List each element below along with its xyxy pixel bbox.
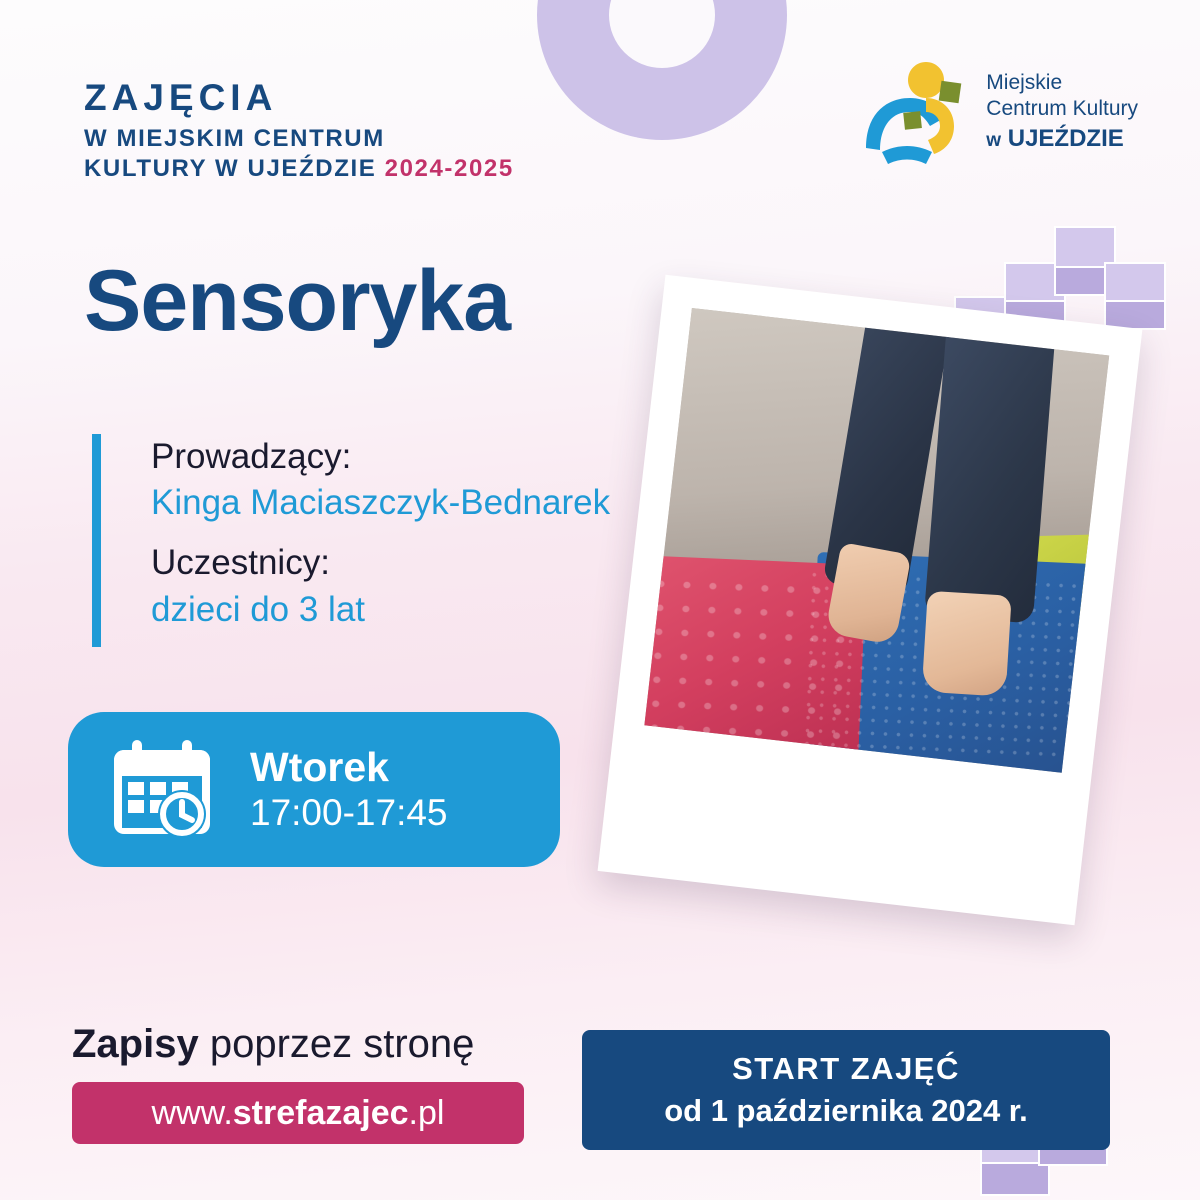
logo-line-3 <box>986 124 1138 154</box>
participants-value: dzieci do 3 lat <box>151 589 366 629</box>
logo-line-1: Miejskie <box>986 70 1063 94</box>
signup-text <box>72 1022 474 1067</box>
url-strong: strefazajec <box>232 1093 409 1132</box>
signup-rest: poprzez stronę <box>198 1022 475 1066</box>
url-prefix: www. <box>151 1093 233 1132</box>
mck-figures-logo-icon <box>852 52 972 172</box>
logo-text <box>986 70 1138 155</box>
signup-url-button[interactable] <box>72 1082 524 1144</box>
start-date-badge <box>582 1030 1110 1150</box>
kicker-line-3-text: KULTURY W UJEŹDZIE <box>84 154 377 182</box>
schedule-badge <box>68 712 560 867</box>
kicker-line-2: W MIEJSKIM CENTRUM <box>84 124 385 152</box>
activity-photo <box>644 308 1109 773</box>
instructor-value: Kinga Maciaszczyk-Bednarek <box>151 483 611 523</box>
kicker-years: 2024-2025 <box>384 154 514 182</box>
schedule-time: 17:00-17:45 <box>250 791 448 833</box>
instructor-label: Prowadzący: <box>151 437 352 476</box>
start-line-1: START ZAJĘĆ <box>732 1051 960 1086</box>
schedule-text <box>250 744 448 836</box>
info-block <box>92 434 610 647</box>
logo-line-3-main: UJEŹDZIE <box>1007 125 1124 153</box>
logo-line-2: Centrum Kultury <box>986 97 1138 120</box>
logo-line-3-prefix: w <box>986 130 1002 152</box>
kicker-line-3 <box>84 154 514 184</box>
start-line-2: od 1 października 2024 r. <box>664 1093 1028 1128</box>
participants-label: Uczestnicy: <box>151 543 330 583</box>
donut-decoration <box>537 0 787 140</box>
url-suffix: .pl <box>408 1093 445 1132</box>
schedule-day: Wtorek <box>250 743 389 790</box>
header-kicker <box>84 78 514 184</box>
photo-frame <box>598 275 1143 925</box>
kicker-line-1: ZAJĘCIA <box>84 77 278 118</box>
page-title: Sensoryka <box>84 253 511 349</box>
logo <box>852 52 1138 172</box>
calendar-clock-icon <box>108 738 224 842</box>
signup-bold: Zapisy <box>72 1022 199 1066</box>
